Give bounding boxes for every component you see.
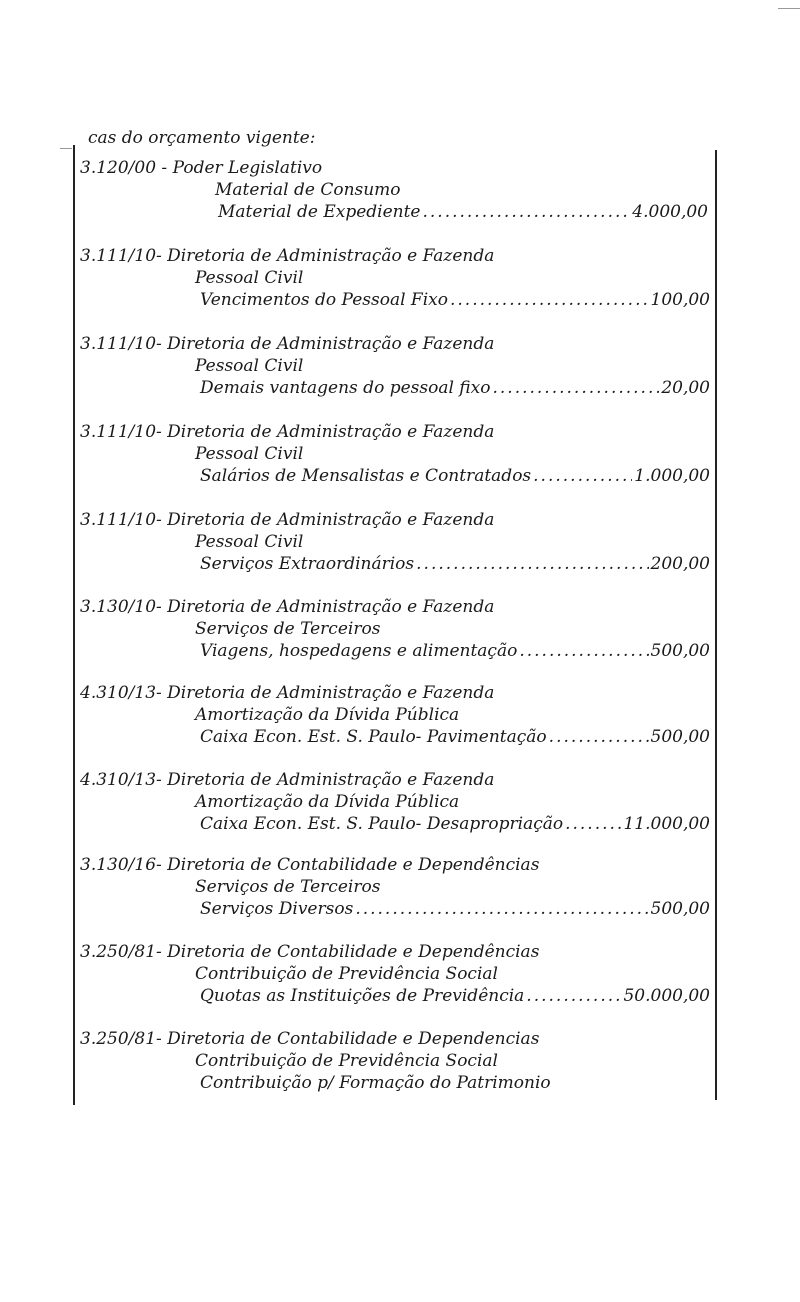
budget-entry [0, 683, 800, 771]
budget-entry [0, 158, 800, 246]
entry-amount: 1.000,00 [634, 466, 710, 486]
entry-amount: 500,00 [650, 727, 710, 747]
entry-amount: 500,00 [650, 641, 710, 661]
entry-unit: Pessoal Civil [195, 444, 304, 464]
entry-amount: 11.000,00 [623, 814, 710, 834]
entry-amount: 500,00 [650, 899, 710, 919]
entry-unit: Pessoal Civil [195, 356, 304, 376]
entry-unit: Serviços de Terceiros [195, 877, 381, 897]
entry-unit: Amortização da Dívida Pública [195, 705, 460, 725]
budget-entry [0, 770, 800, 858]
budget-entry [0, 855, 800, 943]
entry-amount: 50.000,00 [623, 986, 710, 1006]
leader-dots [355, 899, 648, 919]
leader-dots [416, 554, 648, 574]
entry-code: 3.130/10- Diretoria de Administração e Fazenda [80, 597, 495, 617]
intro-line: cas do orçamento vigente: [88, 128, 316, 148]
budget-entry [0, 510, 800, 598]
entry-item-description: Contribuição p/ Formação do Patrimonio [200, 1073, 551, 1093]
entry-unit: Pessoal Civil [195, 532, 304, 552]
entry-code: 3.130/16- Diretoria de Contabilidade e Dependências [80, 855, 540, 875]
leader-dots [526, 986, 621, 1006]
budget-entry [0, 1029, 800, 1117]
entry-item [200, 554, 710, 574]
entry-unit: Amortização da Dívida Pública [195, 792, 460, 812]
entry-item-description: Salários de Mensalistas e Contratados [200, 466, 532, 486]
entry-code: 3.111/10- Diretoria de Administração e Fazenda [80, 334, 495, 354]
entry-code: 3.120/00 - Poder Legislativo [80, 158, 323, 178]
entry-item-description: Quotas as Instituições de Previdência [200, 986, 525, 1006]
leader-dots [450, 290, 649, 310]
entry-code: 3.111/10- Diretoria de Administração e Fazenda [80, 422, 495, 442]
entry-code: 4.310/13- Diretoria de Administração e Fazenda [80, 683, 495, 703]
entry-unit: Serviços de Terceiros [195, 619, 381, 639]
entry-item-description: Material de Expediente [218, 202, 421, 222]
entry-item-description: Demais vantagens do pessoal fixo [200, 378, 491, 398]
budget-entry [0, 597, 800, 685]
entry-code: 3.111/10- Diretoria de Administração e Fazenda [80, 510, 495, 530]
entry-code: 3.250/81- Diretoria de Contabilidade e Dependencias [80, 1029, 540, 1049]
leader-dots [565, 814, 621, 834]
entry-item-description: Serviços Extraordinários [200, 554, 415, 574]
leader-dots [533, 466, 632, 486]
entry-item [200, 727, 710, 747]
entry-unit: Contribuição de Previdência Social [195, 1051, 498, 1071]
budget-entry [0, 334, 800, 422]
entry-amount: 100,00 [650, 290, 710, 310]
entry-unit: Material de Consumo [215, 180, 401, 200]
entry-item [200, 466, 710, 486]
entry-amount: 200,00 [650, 554, 710, 574]
entry-code: 3.111/10- Diretoria de Administração e Fazenda [80, 246, 495, 266]
entry-code: 4.310/13- Diretoria de Administração e Fazenda [80, 770, 495, 790]
entry-item-description: Caixa Econ. Est. S. Paulo- Pavimentação [200, 727, 547, 747]
budget-entry [0, 246, 800, 334]
budget-entry [0, 942, 800, 1030]
budget-entry [0, 422, 800, 510]
entry-item [200, 378, 710, 398]
leader-dots [519, 641, 648, 661]
entry-item [200, 641, 710, 661]
corner-mark [778, 8, 800, 9]
entry-item-description: Caixa Econ. Est. S. Paulo- Desapropriação [200, 814, 564, 834]
entry-item [200, 899, 710, 919]
entry-code: 3.250/81- Diretoria de Contabilidade e Dependências [80, 942, 540, 962]
leader-dots [422, 202, 630, 222]
entry-amount: 4.000,00 [632, 202, 708, 222]
margin-mark [60, 148, 72, 149]
entry-item-description: Vencimentos do Pessoal Fixo [200, 290, 448, 310]
entry-item [200, 814, 710, 834]
entry-item [218, 202, 708, 222]
entry-unit: Contribuição de Previdência Social [195, 964, 498, 984]
entry-unit: Pessoal Civil [195, 268, 304, 288]
entry-item-description: Viagens, hospedagens e alimentação [200, 641, 518, 661]
entry-amount: 20,00 [661, 378, 710, 398]
entry-item [200, 290, 710, 310]
leader-dots [549, 727, 649, 747]
entry-item [200, 986, 710, 1006]
entry-item-description: Serviços Diversos [200, 899, 354, 919]
leader-dots [492, 378, 659, 398]
